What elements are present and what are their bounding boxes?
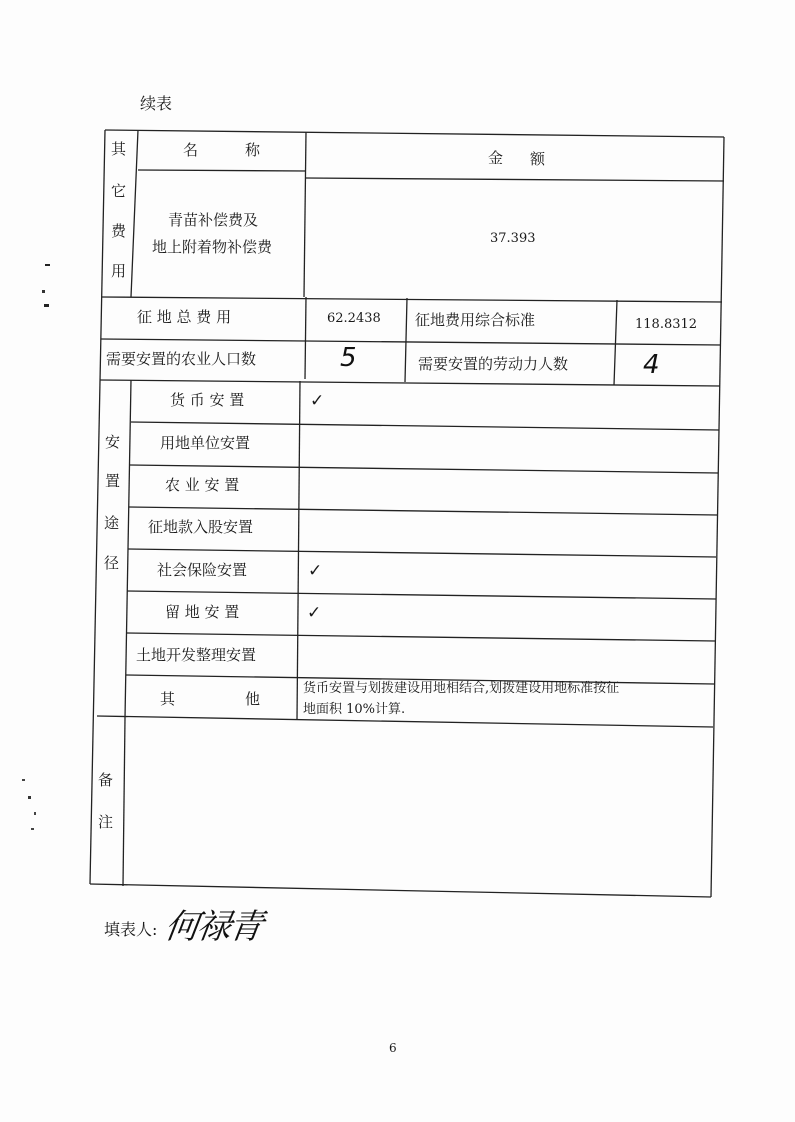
remarks-char-2: 注 bbox=[98, 813, 114, 831]
farm-pop-value: 5 bbox=[340, 343, 357, 373]
resettle-char-3: 途 bbox=[104, 514, 120, 532]
check-mark: ✓ bbox=[308, 561, 323, 581]
scan-speck bbox=[28, 796, 31, 799]
scan-speck bbox=[44, 304, 49, 307]
amount-header-char-1: 金 bbox=[488, 149, 504, 167]
fee-item-name-line1: 青苗补偿费及 bbox=[168, 211, 259, 229]
other-label-char-2: 他 bbox=[245, 690, 261, 708]
scan-speck bbox=[42, 290, 45, 293]
resettle-row-label: 社会保险安置 bbox=[157, 561, 248, 579]
resettle-row-label: 农 业 安 置 bbox=[165, 476, 240, 494]
labor-label: 需要安置的劳动力人数 bbox=[418, 355, 569, 373]
other-fees-char-4: 用 bbox=[111, 262, 127, 280]
name-header-char-2: 称 bbox=[245, 141, 261, 159]
check-mark: ✓ bbox=[310, 391, 325, 411]
other-fees-char-3: 费 bbox=[111, 222, 127, 240]
remarks-content bbox=[130, 730, 700, 880]
fee-item-name-line2: 地上附着物补偿费 bbox=[152, 238, 273, 256]
resettle-row-label: 征地款入股安置 bbox=[148, 518, 254, 536]
resettle-row-label: 土地开发整理安置 bbox=[136, 646, 257, 664]
standard-label: 征地费用综合标准 bbox=[415, 311, 536, 329]
scan-speck bbox=[45, 264, 50, 266]
resettle-row-label: 货 币 安 置 bbox=[170, 391, 245, 409]
standard-value: 118.8312 bbox=[635, 317, 698, 332]
other-text-line2: 地面积 10%计算. bbox=[303, 702, 406, 717]
resettle-char-4: 径 bbox=[104, 554, 120, 572]
scan-speck bbox=[34, 812, 36, 815]
filler-signature: 何禄青 bbox=[162, 907, 264, 947]
scan-speck bbox=[31, 828, 34, 830]
total-fee-value: 62.2438 bbox=[327, 311, 381, 326]
resettle-char-2: 置 bbox=[105, 472, 121, 490]
continuation-title: 续表 bbox=[140, 94, 173, 113]
resettle-char-1: 安 bbox=[105, 433, 121, 451]
fee-item-amount: 37.393 bbox=[490, 231, 536, 246]
other-text-line1: 货币安置与划拨建设用地相结合,划拨建设用地标准按征 bbox=[303, 681, 620, 696]
filler-label: 填表人: bbox=[104, 920, 158, 939]
remarks-char-1: 备 bbox=[98, 771, 114, 789]
total-fee-label: 征 地 总 费 用 bbox=[137, 308, 232, 326]
check-mark: ✓ bbox=[307, 603, 322, 623]
other-label-char-1: 其 bbox=[160, 690, 176, 708]
scan-speck bbox=[22, 779, 25, 781]
resettle-row-label: 留 地 安 置 bbox=[165, 603, 240, 621]
resettle-row-label: 用地单位安置 bbox=[160, 434, 251, 452]
other-fees-char-1: 其 bbox=[111, 140, 127, 158]
page-number: 6 bbox=[389, 1041, 397, 1055]
amount-header-char-2: 额 bbox=[530, 150, 546, 168]
name-header-char-1: 名 bbox=[183, 141, 199, 159]
labor-value: 4 bbox=[643, 350, 660, 380]
farm-pop-label: 需要安置的农业人口数 bbox=[106, 350, 257, 368]
other-fees-char-2: 它 bbox=[111, 182, 127, 200]
